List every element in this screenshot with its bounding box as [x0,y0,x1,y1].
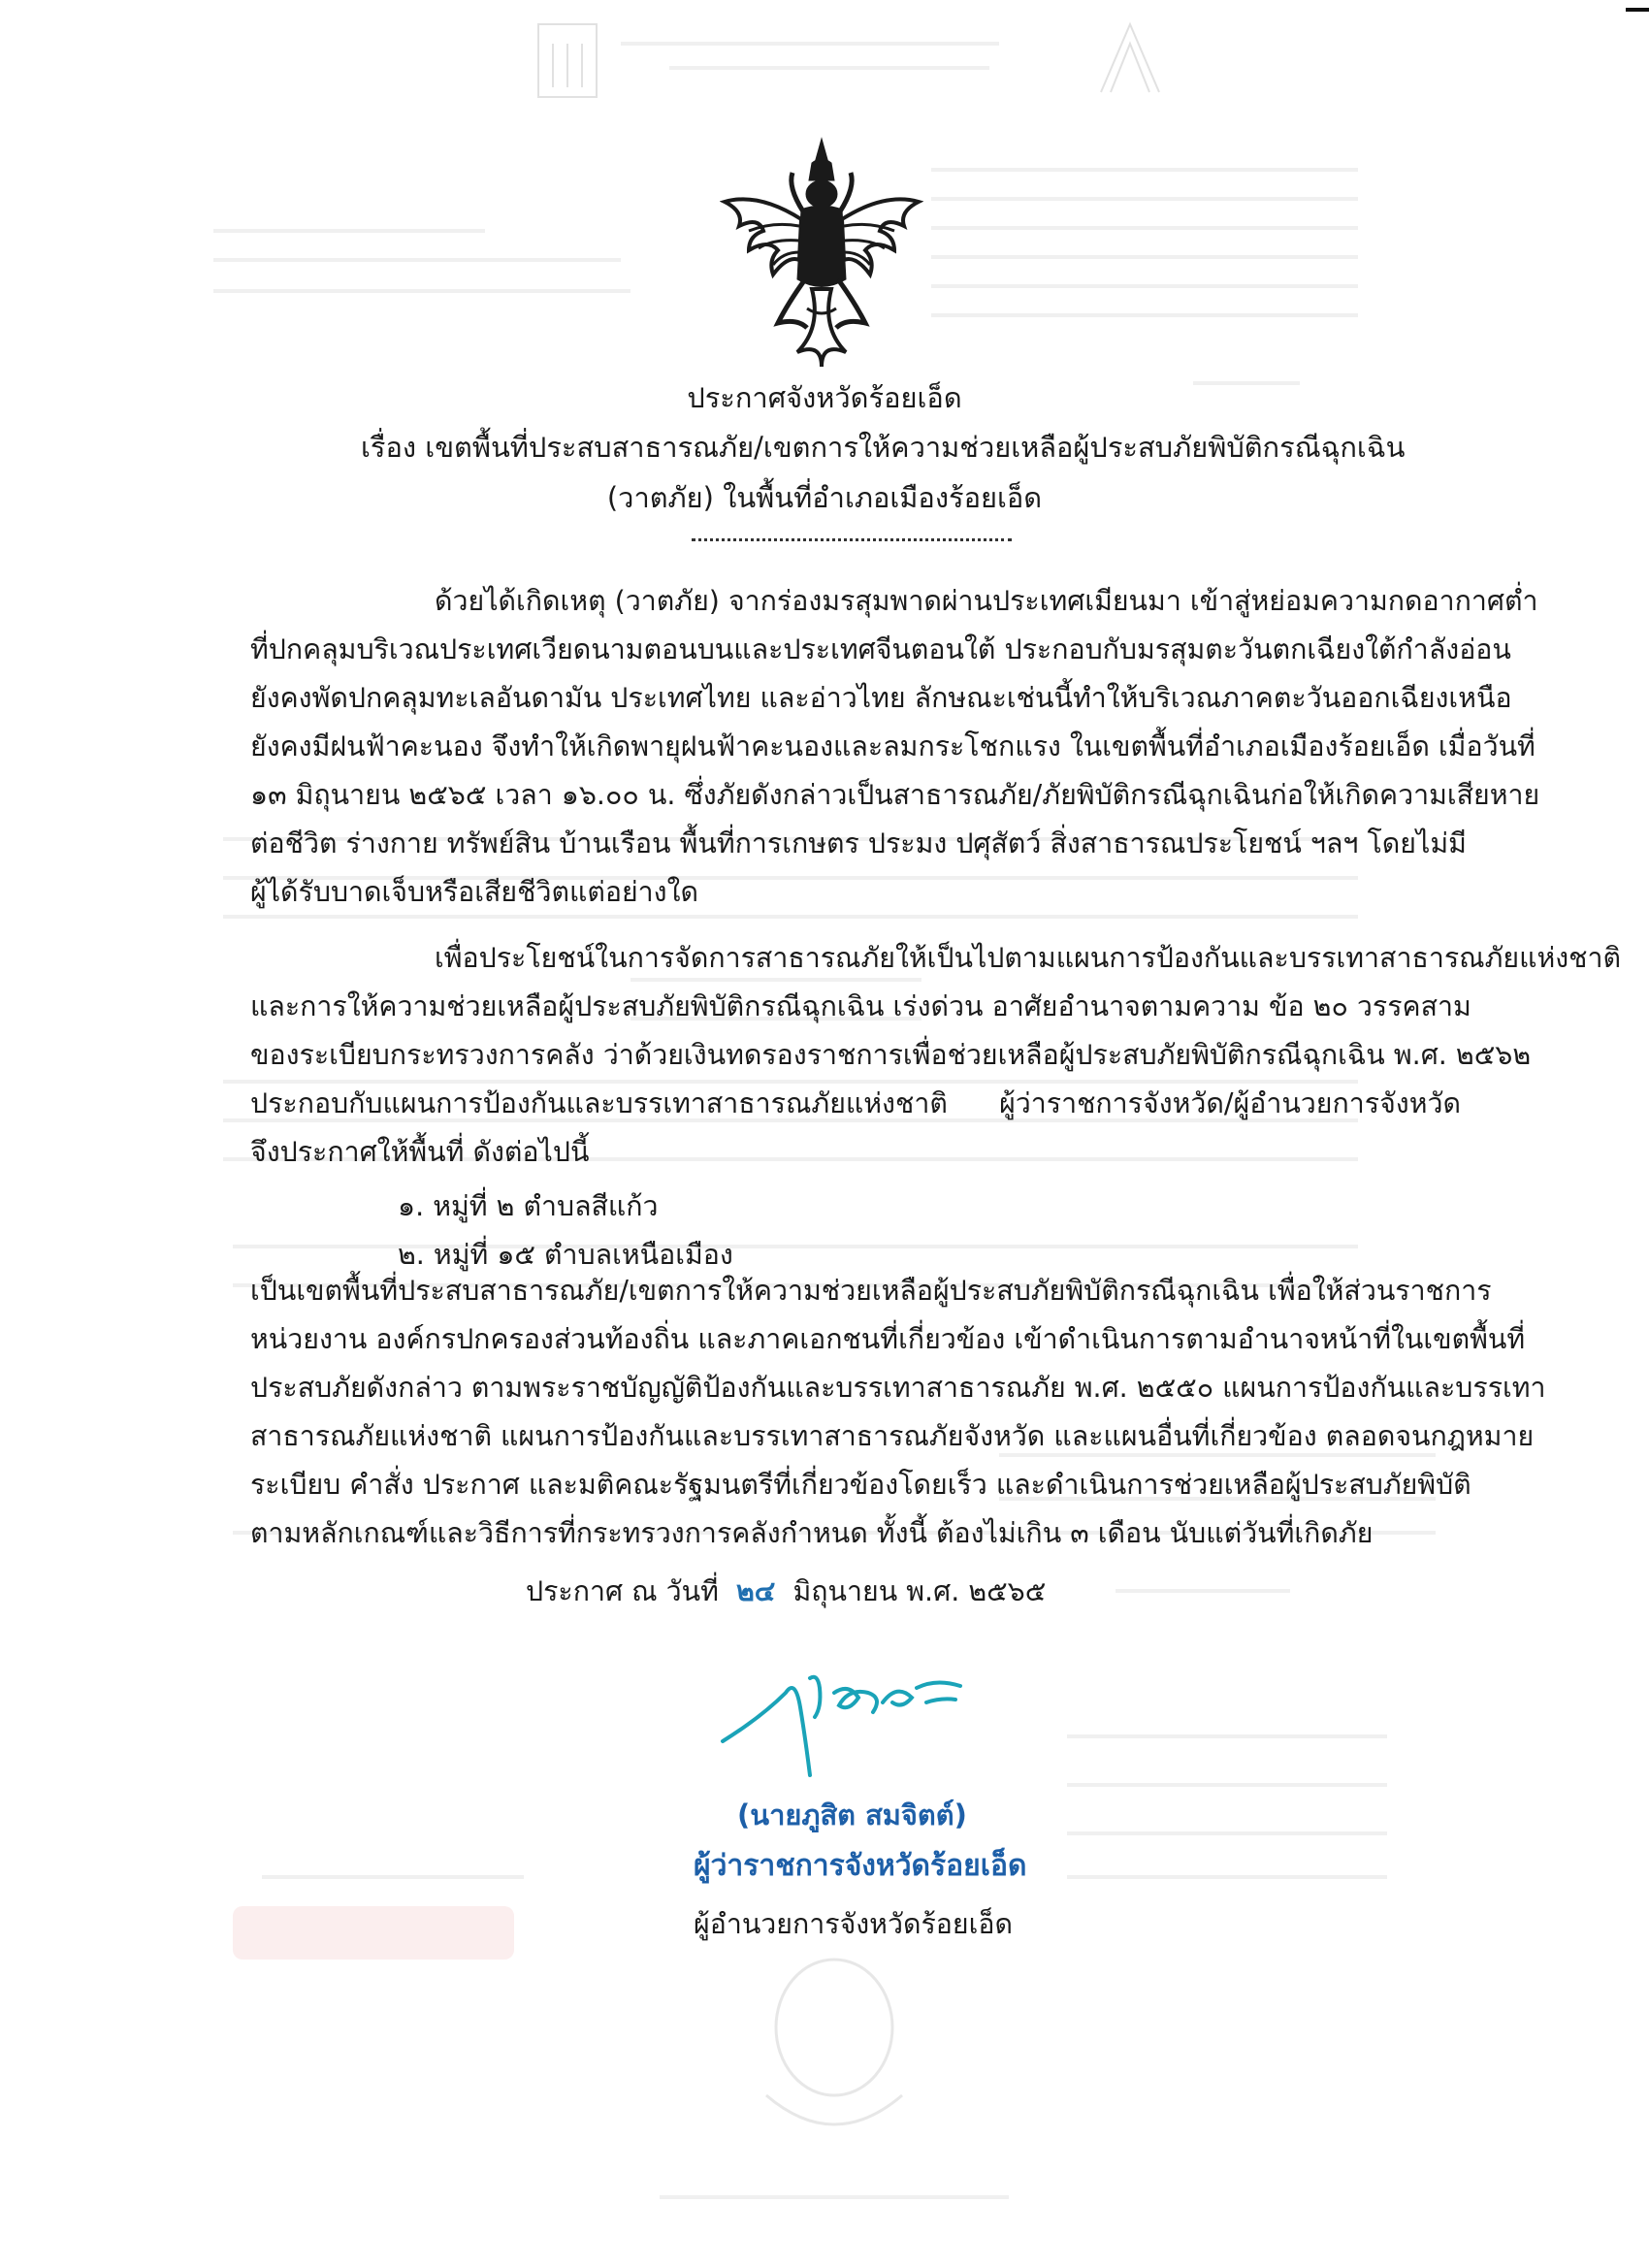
announcement-title: ประกาศจังหวัดร้อยเอ็ด [687,381,962,414]
paragraph-3 [250,1267,1546,1558]
area-list-item-1: ๑. หมู่ที่ ๒ ตำบลสีแก้ว [398,1190,659,1222]
paragraph-line: ระเบียบ คำสั่ง ประกาศ และมติคณะรัฐมนตรีที่เกี่ยวข้องโดยเร็ว และดำเนินการช่วยเหลือผู้ประสบภัยพิบัติ [250,1469,1471,1501]
paragraph-line: ที่ปกคลุมบริเวณประเทศเวียดนามตอนบนและประเทศจีนตอนใต้ ประกอบกับมรสุมตะวันตกเฉียงใต้กำลังอ่อน [250,633,1511,665]
paragraph-1 [250,577,1540,917]
paragraph-line: จึงประกาศให้พื้นที่ ดังต่อไปนี้ [250,1136,590,1168]
paragraph-line: ยังคงพัดปกคลุมทะเลอันดามัน ประเทศไทย และอ่าวไทย ลักษณะเช่นนี้ทำให้บริเวณภาคตะวันออกเฉียงเหนือ [250,682,1512,714]
signer-position-director: ผู้อำนวยการจังหวัดร้อยเอ็ด [694,1908,1013,1940]
paragraph-line: ๑๓ มิถุนายน ๒๕๖๕ เวลา ๑๖.๐๐ น. ซึ่งภัยดังกล่าวเป็นสาธารณภัย/ภัยพิบัติกรณีฉุกเฉินก่อให้เกิดความเสียหาย [250,779,1540,811]
date-prefix: ประกาศ ณ วันที่ [526,1575,719,1607]
date-day-handwritten: ๒๔ [736,1575,776,1607]
paragraph-line: ประสบภัยดังกล่าว ตามพระราชบัญญัติป้องกันและบรรเทาสาธารณภัย พ.ศ. ๒๕๕๐ แผนการป้องกันและบรรเทา [250,1372,1546,1404]
paragraph-line: เป็นเขตพื้นที่ประสบสาธารณภัย/เขตการให้ความช่วยเหลือผู้ประสบภัยพิบัติกรณีฉุกเฉิน เพื่อให้ส่วนราชการ [250,1275,1492,1307]
paragraph-line: และการให้ความช่วยเหลือผู้ประสบภัยพิบัติกรณีฉุกเฉิน เร่งด่วน อาศัยอำนาจตามความ ข้อ ๒๐ วรรคสาม [250,990,1471,1022]
paragraph-line: ตามหลักเกณฑ์และวิธีการที่กระทรวงการคลังกำหนด ทั้งนี้ ต้องไม่เกิน ๓ เดือน นับแต่วันที่เกิดภัย [250,1517,1374,1549]
area-list-item-2: ๒. หมู่ที่ ๑๕ ตำบลเหนือเมือง [398,1239,733,1271]
paragraph-line: ด้วยได้เกิดเหตุ (วาตภัย) จากร่องมรสุมพาดผ่านประเทศเมียนมา เข้าสู่หย่อมความกดอากาศต่ำ [435,585,1538,617]
subject-line-2: (วาตภัย) ในพื้นที่อำเภอเมืองร้อยเอ็ด [606,481,1043,514]
signer-position-governor: ผู้ว่าราชการจังหวัดร้อยเอ็ด [694,1849,1027,1883]
date-suffix: มิถุนายน พ.ศ. ๒๕๖๕ [792,1575,1047,1607]
announcement-date [526,1569,1046,1613]
paragraph-line: ต่อชีวิต ร่างกาย ทรัพย์สิน บ้านเรือน พื้นที่การเกษตร ประมง ปศุสัตว์ สิ่งสาธารณประโยชน์ ฯลฯ โดยไม่มี [250,827,1467,859]
paragraph-line: สาธารณภัยแห่งชาติ แผนการป้องกันและบรรเทาสาธารณภัยจังหวัด และแผนอื่นที่เกี่ยวข้อง ตลอดจนกฎหมาย [250,1420,1535,1452]
paragraph-line: หน่วยงาน องค์กรปกครองส่วนท้องถิ่น และภาคเอกชนที่เกี่ยวข้อง เข้าดำเนินการตามอำนาจหน้าที่ในเขตพื้นที่ [250,1323,1526,1355]
paragraph-line: ประกอบกับแผนการป้องกันและบรรเทาสาธารณภัยแห่งชาติ ผู้ว่าราชการจังหวัด/ผู้อำนวยการจังหวัด [250,1087,1461,1119]
paragraph-2 [250,934,1622,1177]
dotted-separator [692,538,1012,541]
paragraph-line: เพื่อประโยชน์ในการจัดการสาธารณภัยให้เป็นไปตามแผนการป้องกันและบรรเทาสาธารณภัยแห่งชาติ [435,942,1622,974]
subject-line-1: เรื่อง เขตพื้นที่ประสบสาธารณภัย/เขตการให้ความช่วยเหลือผู้ประสบภัยพิบัติกรณีฉุกเฉิน [361,431,1406,464]
paragraph-line: ผู้ได้รับบาดเจ็บหรือเสียชีวิตแต่อย่างใด [250,876,699,908]
garuda-emblem-icon [720,134,923,372]
paragraph-line: ยังคงมีฝนฟ้าคะนอง จึงทำให้เกิดพายุฝนฟ้าคะนองและลมกระโชกแรง ในเขตพื้นที่อำเภอเมืองร้อยเอ็ด เมื่อวันที่ [250,730,1536,762]
handwritten-signature [703,1649,1014,1795]
signer-name: (นายภูสิต สมจิตต์) [737,1798,967,1831]
paragraph-line: ของระเบียบกระทรวงการคลัง ว่าด้วยเงินทดรองราชการเพื่อช่วยเหลือผู้ประสบภัยพิบัติกรณีฉุกเฉิน พ.ศ. ๒๕๖๒ [250,1039,1532,1071]
